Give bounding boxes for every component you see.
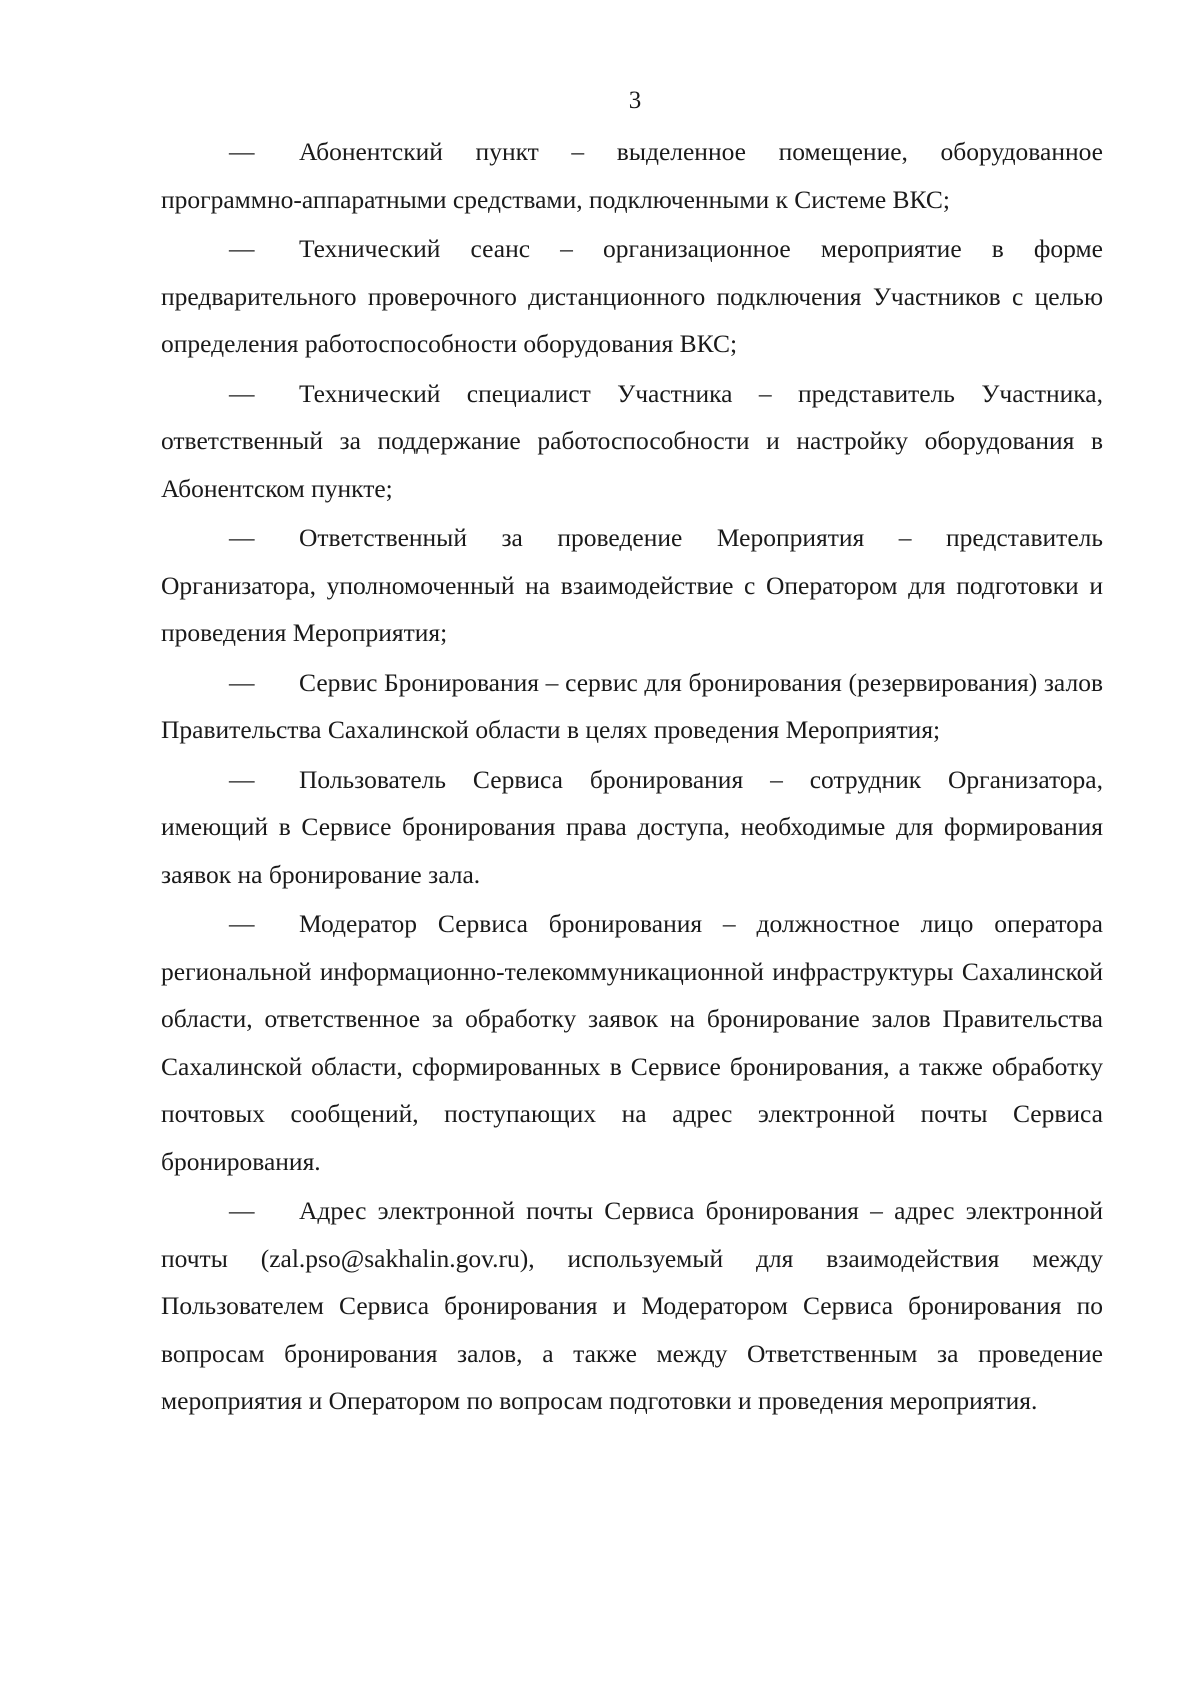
document-body — [161, 128, 1103, 1427]
definition-booking-moderator — [161, 900, 1103, 1185]
paragraph-text: Ответственный за проведение Мероприятия – представитель Организатора, уполномоченный на взаимодействие с Оператором для подготовки и проведения Мероприятия; — [161, 523, 1103, 647]
list-dash: — — [229, 137, 255, 166]
paragraph-text: Абонентский пункт – выделенное помещение, оборудованное программно-аппаратными средствами, подключенными к Системе ВКС; — [161, 137, 1103, 214]
list-dash: — — [229, 909, 255, 938]
list-dash: — — [229, 378, 255, 408]
definition-booking-email — [161, 1187, 1103, 1425]
page-number: 3 — [628, 87, 642, 114]
paragraph-text: Технический сеанс – организационное мероприятие в форме предварительного проверочного дистанционного подключения Участников с целью определения работоспособности оборудования ВКС; — [161, 234, 1103, 358]
definition-booking-user — [161, 756, 1103, 899]
paragraph-text: Адрес электронной почты Сервиса бронирования – адрес электронной почты (zal.pso@sakhalin.gov.ru), используемый для взаимодействия между Пользователем Сервиса бронирования и Модератором Сервиса бронирования по вопросам бронирования залов, а также между Ответственным за проведение мероприятия и Оператором по вопросам подготовки и проведения мероприятия. — [161, 1196, 1103, 1415]
paragraph-text: Технический специалист Участника – представитель Участника, ответственный за поддержание работоспособности и настройку оборудования в Абонентском пункте; — [161, 378, 1103, 503]
definition-technical-specialist — [161, 370, 1103, 513]
definition-booking-service — [161, 659, 1103, 754]
paragraph-text: Модератор Сервиса бронирования – должностное лицо оператора региональной информационно-телекоммуникационной инфраструктуры Сахалинской области, ответственное за обработку заявок на бронирование залов Правительства Сахалинской области, сформированных в Сервисе бронирования, а также обработку почтовых сообщений, поступающих на адрес электронной почты Сервиса бронирования. — [161, 909, 1103, 1176]
list-dash: — — [229, 234, 255, 263]
definition-subscriber-point — [161, 128, 1103, 223]
list-dash: — — [229, 764, 255, 794]
paragraph-text: Пользователь Сервиса бронирования – сотрудник Организатора, имеющий в Сервисе бронирования права доступа, необходимые для формирования заявок на бронирование зала. — [161, 764, 1103, 889]
list-dash: — — [229, 1196, 255, 1225]
paragraph-text: Сервис Бронирования – сервис для бронирования (резервирования) залов Правительства Сахалинской области в целях проведения Мероприятия; — [161, 667, 1103, 744]
list-dash: — — [229, 523, 255, 552]
definition-technical-session — [161, 225, 1103, 368]
definition-event-responsible — [161, 514, 1103, 657]
list-dash: — — [229, 667, 255, 697]
